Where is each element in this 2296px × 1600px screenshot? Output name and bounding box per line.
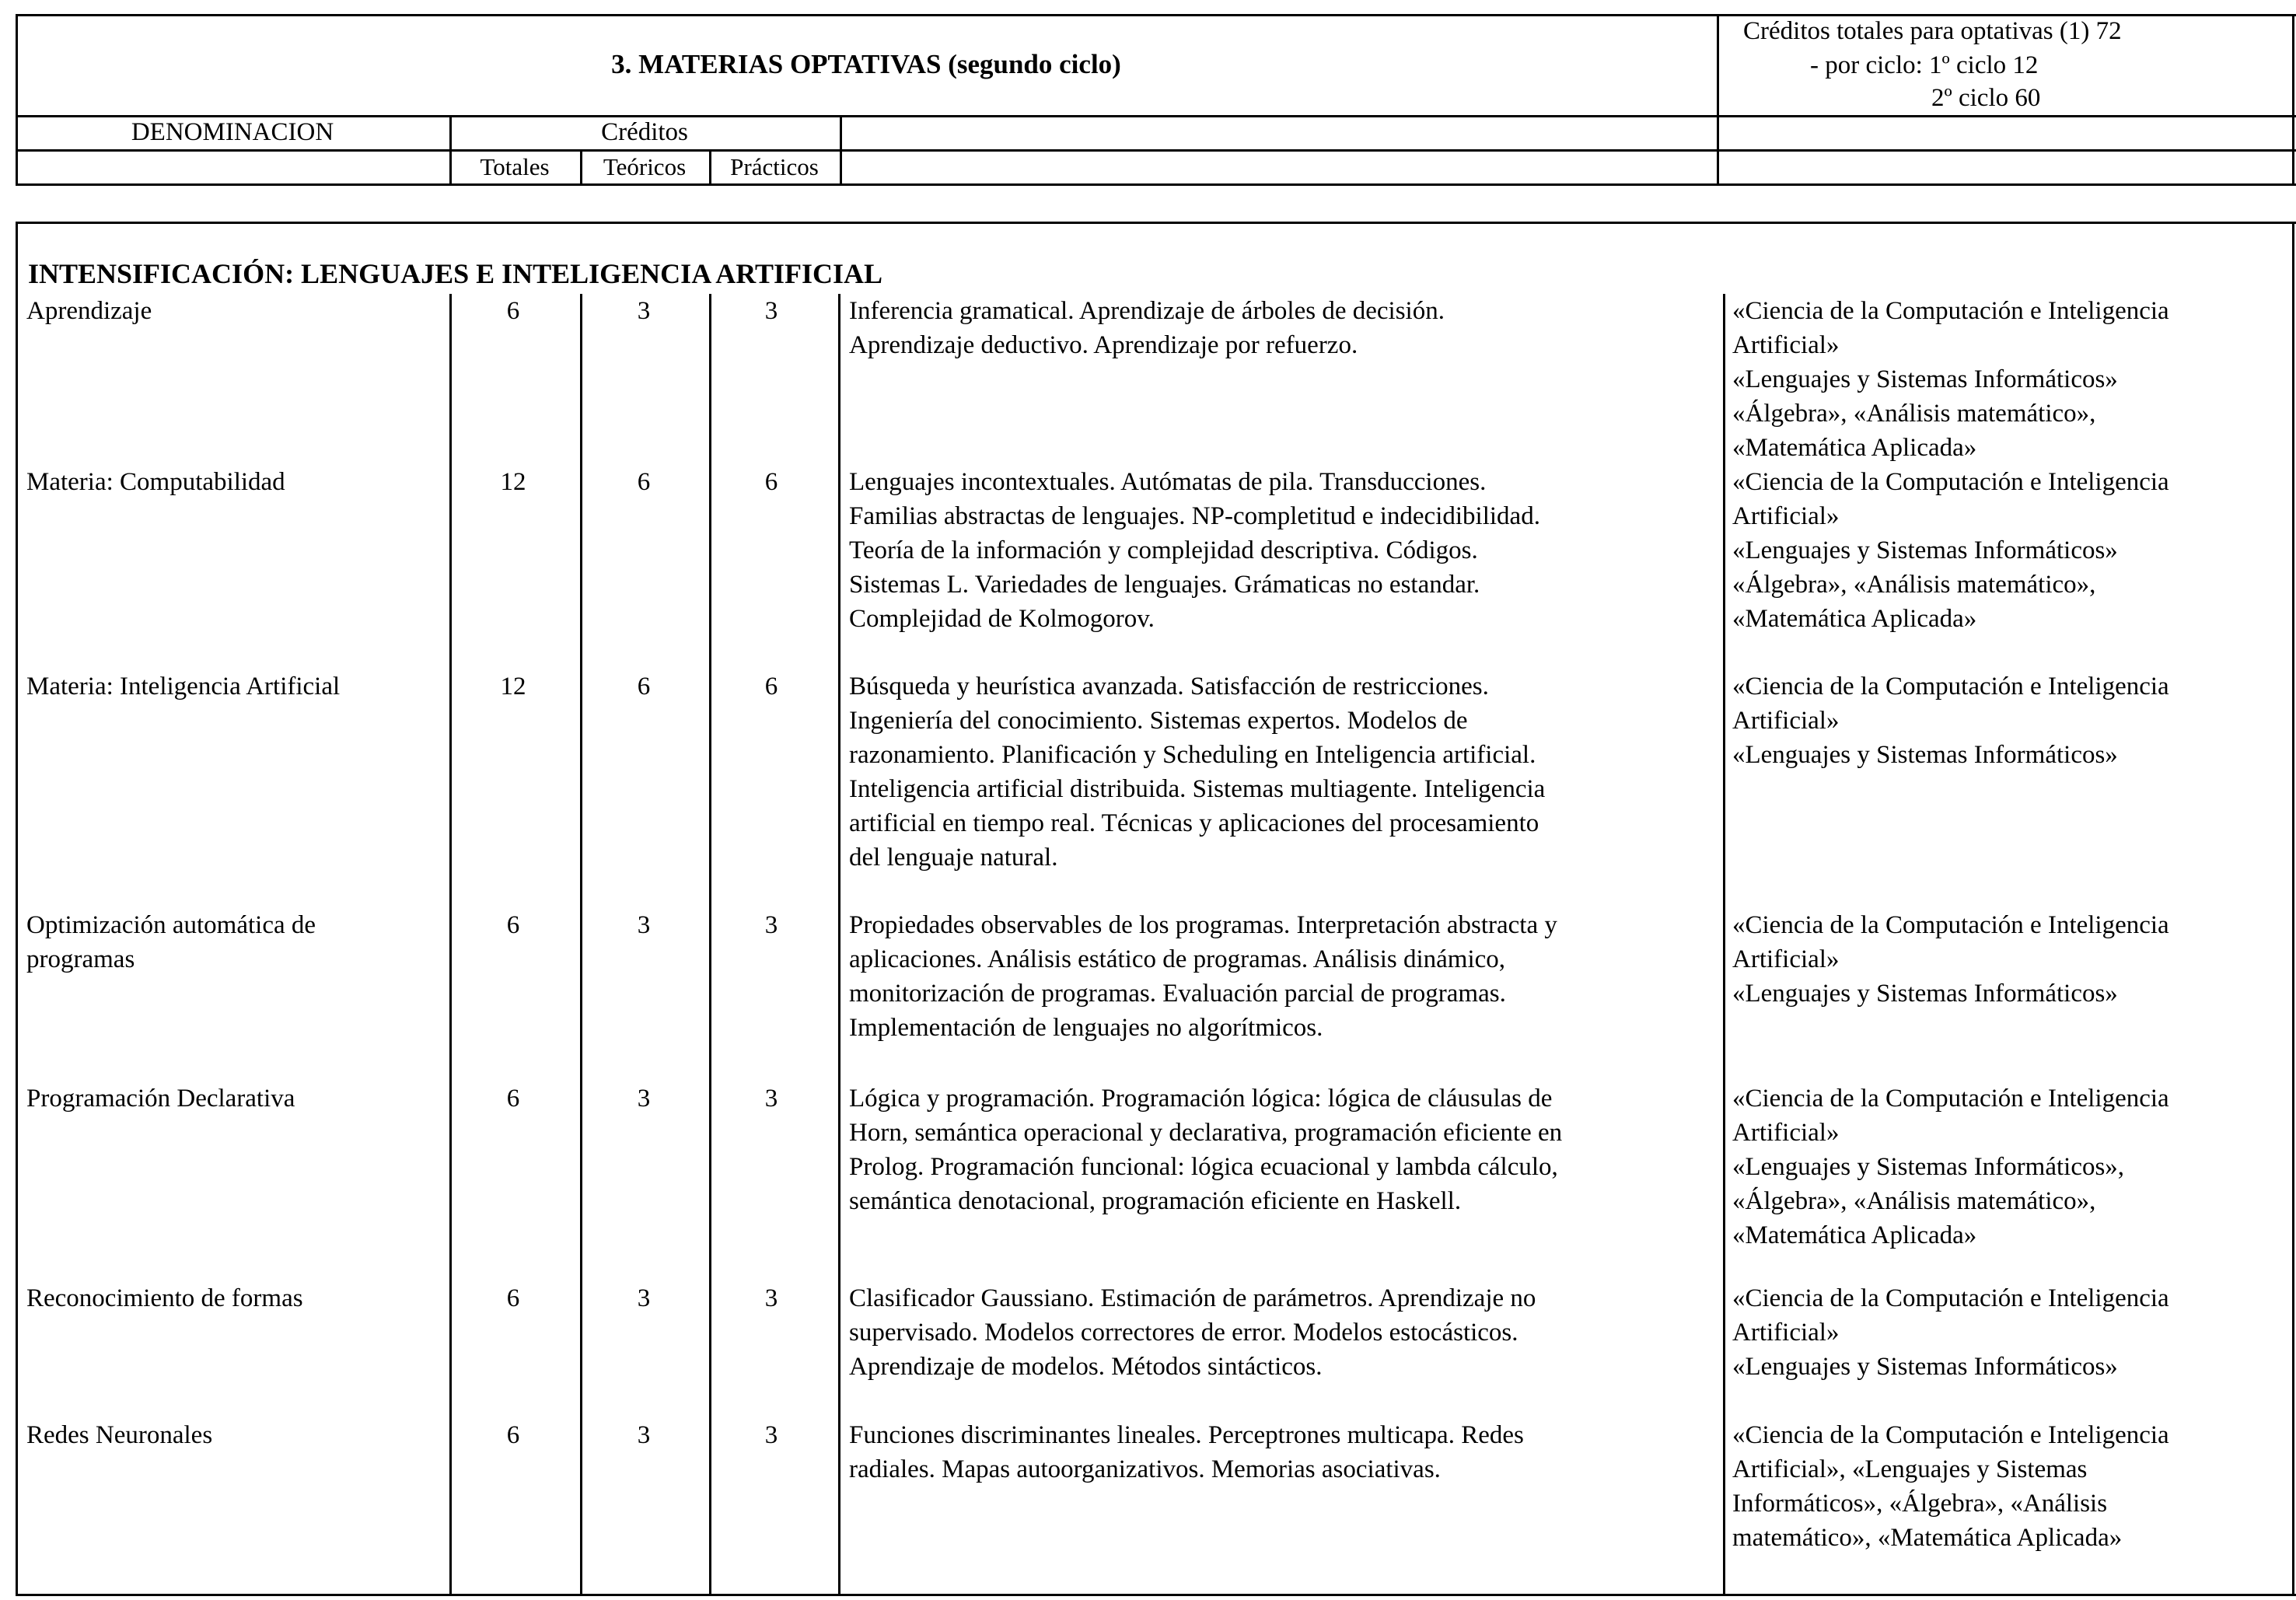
knowledge-areas-line: «Lenguajes y Sistemas Informáticos», <box>1732 1153 2125 1181</box>
knowledge-areas <box>1732 908 2169 1011</box>
knowledge-areas-line: «Ciencia de la Computación e Inteligencia <box>1732 297 2169 325</box>
knowledge-areas-line: Artificial», «Lenguajes y Sistemas <box>1732 1455 2088 1483</box>
knowledge-areas-line: «Ciencia de la Computación e Inteligencia <box>1732 1284 2169 1312</box>
subject-description-line: Lógica y programación. Programación lógica: lógica de cláusulas de <box>849 1085 1553 1113</box>
credits-practicos: 6 <box>764 672 778 700</box>
subject-description-line: Lenguajes incontextuales. Autómatas de pila. Transducciones. <box>849 468 1487 496</box>
credits-totales: 12 <box>500 672 526 700</box>
subject-name-line: Optimización automática de <box>26 911 316 939</box>
subject-description <box>849 1081 1562 1218</box>
subject-name <box>26 1418 212 1452</box>
credits-totales: 6 <box>506 297 520 325</box>
subject-description <box>849 1281 1536 1384</box>
subject-name <box>26 294 152 328</box>
subject-name-line: Materia: Computabilidad <box>26 468 285 496</box>
total-credits-line: Créditos totales para optativas (1) 72 <box>1743 17 2122 45</box>
col-header-totales: Totales <box>480 153 550 180</box>
col-header-denominacion: DENOMINACION <box>131 118 334 146</box>
knowledge-areas-line: Artificial» <box>1732 502 1840 530</box>
subject-name <box>26 908 316 976</box>
subject-name-line: Aprendizaje <box>26 297 152 325</box>
credits-teoricos: 6 <box>637 468 651 496</box>
subject-description-line: Complejidad de Kolmogorov. <box>849 605 1155 633</box>
subject-name-line: Reconocimiento de formas <box>26 1284 303 1312</box>
knowledge-areas <box>1732 294 2169 465</box>
credits-totales: 6 <box>506 1085 520 1113</box>
credits-totales: 6 <box>506 911 520 939</box>
knowledge-areas-line: «Álgebra», «Análisis matemático», <box>1732 571 2096 599</box>
credits-practicos: 6 <box>764 468 778 496</box>
knowledge-areas-line: «Lenguajes y Sistemas Informáticos» <box>1732 536 2118 564</box>
subject-name <box>26 465 285 499</box>
subject-description-line: Inteligencia artificial distribuida. Sistemas multiagente. Inteligencia <box>849 775 1546 803</box>
credits-teoricos: 3 <box>637 1284 651 1312</box>
subject-description-line: Aprendizaje deductivo. Aprendizaje por refuerzo. <box>849 331 1358 359</box>
col-header-creditos: Créditos <box>601 118 688 146</box>
subject-description-line: Horn, semántica operacional y declarativa, programación eficiente en <box>849 1119 1563 1147</box>
credits-teoricos: 6 <box>637 672 651 700</box>
knowledge-areas <box>1732 1281 2169 1384</box>
subject-description-line: Funciones discriminantes lineales. Perceptrones multicapa. Redes <box>849 1421 1524 1449</box>
knowledge-areas-line: matemático», «Matemática Aplicada» <box>1732 1524 2123 1552</box>
knowledge-areas-line: Informáticos», «Álgebra», «Análisis <box>1732 1490 2108 1518</box>
subject-description-line: semántica denotacional, programación eficiente en Haskell. <box>849 1187 1462 1215</box>
second-cycle-credits-line: 2º ciclo 60 <box>1931 84 2041 112</box>
knowledge-areas-line: «Matemática Aplicada» <box>1732 434 1977 462</box>
subject-description-line: artificial en tiempo real. Técnicas y aplicaciones del procesamiento <box>849 809 1539 837</box>
knowledge-areas <box>1732 1418 2169 1555</box>
subject-name-line: programas <box>26 945 135 973</box>
subject-name <box>26 1281 303 1315</box>
subject-name-line: Programación Declarativa <box>26 1085 295 1113</box>
col-header-teoricos: Teóricos <box>603 153 687 180</box>
subject-description-line: Familias abstractas de lenguajes. NP-completitud e indecidibilidad. <box>849 502 1540 530</box>
subject-description <box>849 465 1540 636</box>
knowledge-areas-line: «Lenguajes y Sistemas Informáticos» <box>1732 365 2118 393</box>
knowledge-areas-line: «Ciencia de la Computación e Inteligencia <box>1732 1421 2169 1449</box>
knowledge-areas-line: «Ciencia de la Computación e Inteligencia <box>1732 911 2169 939</box>
credits-practicos: 3 <box>764 297 778 325</box>
knowledge-areas <box>1732 669 2169 772</box>
credits-practicos: 3 <box>764 1085 778 1113</box>
subject-description-line: razonamiento. Planificación y Scheduling en Inteligencia artificial. <box>849 741 1536 769</box>
subject-description <box>849 669 1545 875</box>
subject-description-line: radiales. Mapas autoorganizativos. Memorias asociativas. <box>849 1455 1441 1483</box>
knowledge-areas-line: «Ciencia de la Computación e Inteligencia <box>1732 672 2169 700</box>
knowledge-areas-line: «Lenguajes y Sistemas Informáticos» <box>1732 980 2118 1008</box>
knowledge-areas <box>1732 465 2169 636</box>
knowledge-areas-line: Artificial» <box>1732 1319 1840 1347</box>
subject-description-line: Implementación de lenguajes no algorítmicos. <box>849 1014 1323 1042</box>
subject-name-line: Redes Neuronales <box>26 1421 213 1449</box>
credits-teoricos: 3 <box>637 911 651 939</box>
subject-description-line: Prolog. Programación funcional: lógica ecuacional y lambda cálculo, <box>849 1153 1558 1181</box>
subject-description <box>849 294 1445 362</box>
subject-description-line: Teoría de la información y complejidad descriptiva. Códigos. <box>849 536 1478 564</box>
subject-description-line: Sistemas L. Variedades de lenguajes. Grámaticas no estandar. <box>849 571 1480 599</box>
page-title: 3. MATERIAS OPTATIVAS (segundo ciclo) <box>611 49 1121 79</box>
knowledge-areas-line: Artificial» <box>1732 331 1840 359</box>
credits-practicos: 3 <box>764 1284 778 1312</box>
credits-teoricos: 3 <box>637 1421 651 1449</box>
subject-description-line: aplicaciones. Análisis estático de programas. Análisis dinámico, <box>849 945 1506 973</box>
knowledge-areas-line: «Ciencia de la Computación e Inteligencia <box>1732 468 2169 496</box>
subject-description <box>849 1418 1524 1486</box>
cycle-credits-line: - por ciclo: 1º ciclo 12 <box>1810 51 2039 79</box>
subject-name <box>26 1081 295 1116</box>
knowledge-areas-line: Artificial» <box>1732 945 1840 973</box>
credits-totales: 12 <box>500 468 526 496</box>
credits-totales: 6 <box>506 1284 520 1312</box>
subject-description-line: Propiedades observables de los programas. Interpretación abstracta y <box>849 911 1557 939</box>
credits-practicos: 3 <box>764 1421 778 1449</box>
col-header-practicos: Prácticos <box>730 153 819 180</box>
subject-description-line: Búsqueda y heurística avanzada. Satisfacción de restricciones. <box>849 672 1489 700</box>
subject-description-line: Aprendizaje de modelos. Métodos sintácticos. <box>849 1353 1323 1381</box>
credits-teoricos: 3 <box>637 297 651 325</box>
knowledge-areas-line: «Álgebra», «Análisis matemático», <box>1732 400 2096 428</box>
credits-practicos: 3 <box>764 911 778 939</box>
knowledge-areas-line: «Lenguajes y Sistemas Informáticos» <box>1732 1353 2118 1381</box>
subject-name-line: Materia: Inteligencia Artificial <box>26 672 341 700</box>
credits-totales: 6 <box>506 1421 520 1449</box>
subject-name <box>26 669 340 704</box>
knowledge-areas-line: Artificial» <box>1732 1119 1840 1147</box>
knowledge-areas-line: «Matemática Aplicada» <box>1732 1221 1977 1249</box>
knowledge-areas <box>1732 1081 2169 1252</box>
credits-teoricos: 3 <box>637 1085 651 1113</box>
knowledge-areas-line: «Ciencia de la Computación e Inteligencia <box>1732 1085 2169 1113</box>
subject-description-line: Inferencia gramatical. Aprendizaje de árboles de decisión. <box>849 297 1445 325</box>
subject-description-line: monitorización de programas. Evaluación parcial de programas. <box>849 980 1506 1008</box>
subject-description-line: supervisado. Modelos correctores de error. Modelos estocásticos. <box>849 1319 1518 1347</box>
subject-description <box>849 908 1557 1045</box>
knowledge-areas-line: «Lenguajes y Sistemas Informáticos» <box>1732 741 2118 769</box>
knowledge-areas-line: «Álgebra», «Análisis matemático», <box>1732 1187 2096 1215</box>
subject-description-line: Clasificador Gaussiano. Estimación de parámetros. Aprendizaje no <box>849 1284 1536 1312</box>
knowledge-areas-line: Artificial» <box>1732 707 1840 735</box>
section-title: INTENSIFICACIÓN: LENGUAJES E INTELIGENCIA ARTIFICIAL <box>28 258 882 289</box>
subject-description-line: Ingeniería del conocimiento. Sistemas expertos. Modelos de <box>849 707 1468 735</box>
subject-description-line: del lenguaje natural. <box>849 844 1058 872</box>
knowledge-areas-line: «Matemática Aplicada» <box>1732 605 1977 633</box>
